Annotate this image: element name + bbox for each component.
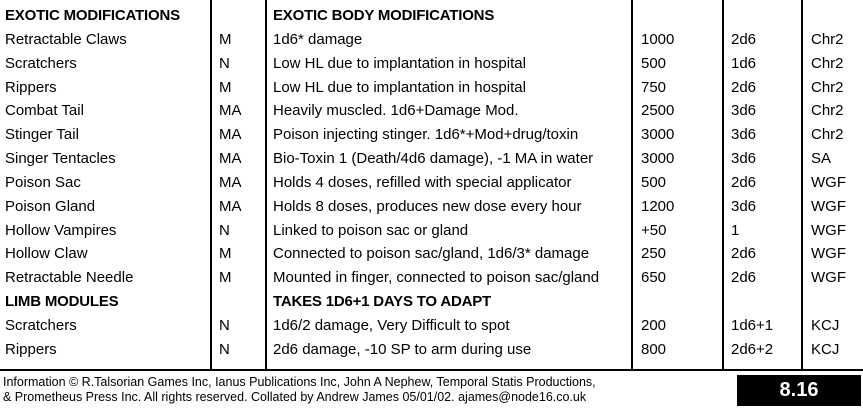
cell-description: Heavily muscled. 1d6+Damage Mod.: [273, 102, 519, 120]
section-header-row: [0, 290, 863, 314]
cell-description: Holds 8 doses, produces new dose every hour: [273, 197, 582, 215]
cell-cost: 2500: [641, 102, 675, 120]
cell-cost: 1200: [641, 197, 675, 215]
column-divider: [801, 0, 803, 369]
cell-description: Poison injecting stinger. 1d6*+Mod+drug/toxin: [273, 126, 579, 144]
cell-code: M: [219, 78, 232, 96]
cell-name: Hollow Vampires: [5, 221, 117, 239]
cell-cost: 3000: [641, 150, 675, 168]
cell-name: Rippers: [5, 78, 57, 96]
cell-dice: 3d6: [731, 150, 757, 168]
cell-name: Rippers: [5, 340, 57, 358]
cell-name: Stinger Tail: [5, 126, 79, 144]
cell-code: N: [219, 54, 230, 72]
cell-source: WGF: [811, 245, 846, 263]
table-row: [0, 266, 863, 290]
cell-code: N: [219, 340, 230, 358]
cell-description: Low HL due to implantation in hospital: [273, 78, 526, 96]
section-header-row: [0, 4, 863, 28]
cell-code: MA: [219, 197, 242, 215]
cell-cost: 650: [641, 269, 667, 287]
table-row: [0, 338, 863, 362]
cell-code: N: [219, 316, 230, 334]
cell-name: Retractable Claws: [5, 30, 127, 48]
table-row: [0, 242, 863, 266]
column-divider: [722, 0, 724, 369]
cell-description: EXOTIC BODY MODIFICATIONS: [273, 7, 495, 24]
table-row: [0, 99, 863, 123]
table-row: [0, 28, 863, 52]
cell-dice: 2d6: [731, 269, 757, 287]
cell-name: Poison Sac: [5, 173, 81, 191]
cell-source: KCJ: [811, 316, 840, 334]
cell-source: WGF: [811, 197, 846, 215]
cell-name: LIMB MODULES: [5, 293, 119, 311]
column-divider: [265, 0, 267, 369]
column-divider: [210, 0, 212, 369]
cell-source: WGF: [811, 221, 846, 239]
cell-description: Linked to poison sac or gland: [273, 221, 469, 239]
cell-description: 1d6* damage: [273, 30, 363, 48]
cell-description: Bio-Toxin 1 (Death/4d6 damage), -1 MA in water: [273, 150, 594, 168]
modifications-table-rows: [0, 4, 863, 362]
footer-divider: [0, 369, 863, 371]
cell-dice: 2d6: [731, 173, 757, 191]
cell-description: 1d6/2 damage, Very Difficult to spot: [273, 316, 510, 334]
cell-description: Mounted in finger, connected to poison sac/gland: [273, 269, 600, 287]
cell-description: Connected to poison sac/gland, 1d6/3* damage: [273, 245, 590, 263]
cell-name: EXOTIC MODIFICATIONS: [5, 7, 180, 24]
cell-name: Singer Tentacles: [5, 150, 116, 168]
cell-dice: 2d6: [731, 245, 757, 263]
cell-name: Scratchers: [5, 54, 77, 72]
cell-dice: 3d6: [731, 197, 757, 215]
cell-name: Combat Tail: [5, 102, 84, 120]
cell-code: N: [219, 221, 230, 239]
cell-name: Scratchers: [5, 316, 77, 334]
cell-dice: 3d6: [731, 102, 757, 120]
table-row: [0, 314, 863, 338]
cell-dice: 2d6: [731, 78, 757, 96]
cell-code: MA: [219, 102, 242, 120]
cell-code: MA: [219, 126, 242, 144]
table-row: [0, 147, 863, 171]
cell-description: TAKES 1D6+1 DAYS TO ADAPT: [273, 293, 491, 311]
cell-name: Hollow Claw: [5, 245, 88, 263]
cell-name: Poison Gland: [5, 197, 96, 215]
cell-code: MA: [219, 150, 242, 168]
cell-source: KCJ: [811, 340, 840, 358]
table-row: [0, 123, 863, 147]
cell-description: 2d6 damage, -10 SP to arm during use: [273, 340, 532, 358]
copyright-line-2: & Prometheus Press Inc. All rights reserved. Collated by Andrew James 05/01/02. ajames@node16.co.uk: [3, 389, 587, 404]
table-row: [0, 171, 863, 195]
copyright-line-1: Information © R.Talsorian Games Inc, Ianus Publications Inc, John A Nephew, Temporal Statis Productions,: [3, 375, 596, 389]
cell-dice: 1: [731, 221, 740, 239]
cell-cost: 500: [641, 173, 667, 191]
page-number-badge: 8.16: [737, 375, 861, 406]
cell-code: MA: [219, 173, 242, 191]
cell-source: Chr2: [811, 78, 844, 96]
cell-dice: 1d6+1: [731, 316, 774, 334]
cell-source: Chr2: [811, 126, 844, 144]
cell-code: M: [219, 30, 232, 48]
column-divider: [631, 0, 633, 369]
footer: [0, 373, 863, 410]
cell-cost: 250: [641, 245, 667, 263]
cell-cost: 200: [641, 316, 667, 334]
table-row: [0, 195, 863, 219]
cell-source: Chr2: [811, 30, 844, 48]
cell-source: Chr2: [811, 54, 844, 72]
cell-description: Low HL due to implantation in hospital: [273, 54, 526, 72]
cell-name: Retractable Needle: [5, 269, 134, 287]
cell-cost: 1000: [641, 30, 675, 48]
cell-source: SA: [811, 150, 832, 168]
cell-dice: 1d6: [731, 54, 757, 72]
cell-source: Chr2: [811, 102, 844, 120]
cell-dice: 2d6: [731, 30, 757, 48]
cell-description: Holds 4 doses, refilled with special applicator: [273, 173, 572, 191]
cell-cost: 800: [641, 340, 667, 358]
table-row: [0, 76, 863, 100]
cell-dice: 3d6: [731, 126, 757, 144]
table-row: [0, 52, 863, 76]
cell-cost: 3000: [641, 126, 675, 144]
cell-cost: 500: [641, 54, 667, 72]
cell-source: WGF: [811, 269, 846, 287]
cell-dice: 2d6+2: [731, 340, 774, 358]
cell-source: WGF: [811, 173, 846, 191]
table-row: [0, 219, 863, 243]
cell-code: M: [219, 269, 232, 287]
cell-code: M: [219, 245, 232, 263]
copyright-text: [3, 375, 596, 404]
cell-cost: +50: [641, 221, 667, 239]
cell-cost: 750: [641, 78, 667, 96]
